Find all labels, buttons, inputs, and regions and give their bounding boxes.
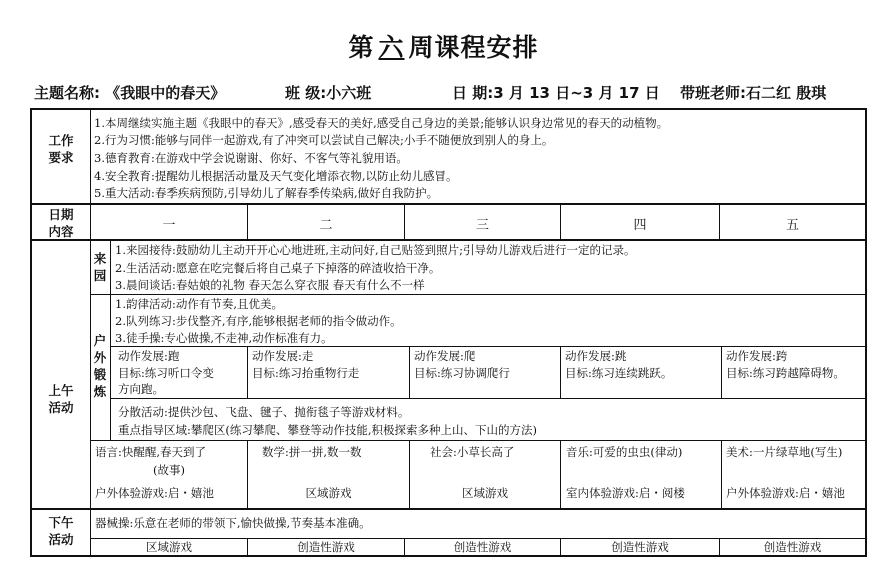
date-label: 日 期:: [452, 84, 494, 102]
arrival-item: 1.来园接待:鼓励幼儿主动开开心心地进班,主动问好,自己贴签到照片;引导幼儿游戏后进行一定的记录。: [115, 243, 636, 257]
afternoon-label: 下午 活动: [48, 515, 74, 547]
date-value: 3 月 13 日~3 月 17 日: [493, 84, 660, 102]
motor-goal-wed: 目标:练习协调爬行: [414, 366, 510, 380]
key-guidance-zone: 重点指导区域:攀爬区(练习攀爬、攀登等动作技能,积极探索多种上山、下山的方法): [118, 423, 537, 437]
day-header-thu: 四: [633, 218, 647, 233]
work-item: 4.安全教育:提醒幼儿根据活动量及天气变化增添衣物,以防止幼儿感冒。: [94, 169, 458, 183]
arrival-label: 来 园: [93, 251, 107, 283]
work-item: 2.行为习惯:能够与同伴一起游戏,有了冲突可以尝试自己解决;小手不随便放到别人的身上。: [94, 133, 554, 147]
day-header-fri: 五: [785, 218, 799, 233]
motor-goal-fri: 目标:练习跨越障碍物。: [726, 366, 845, 380]
lesson-thu: 音乐:可爱的虫虫(律动): [566, 445, 683, 459]
motor-dev-thu: 动作发展:跳: [565, 349, 627, 363]
afternoon-game-tue: 创造性游戏: [297, 540, 355, 554]
outdoor-item: 3.徒手操:专心做操,不走神,动作标准有力。: [115, 331, 333, 345]
motor-dev-mon: 动作发展:跑: [118, 349, 180, 363]
title-prefix: 第: [348, 33, 375, 62]
work-item: 5.重大活动:春季疾病预防,引导幼儿了解春季传染病,做好自我防护。: [94, 186, 439, 200]
class-info: [285, 82, 371, 103]
page-title: [0, 28, 887, 64]
day-header-mon: 一: [162, 218, 176, 233]
schedule-table: [30, 108, 867, 557]
day-header-tue: 二: [319, 218, 333, 233]
week-number: 六: [378, 33, 405, 62]
date-info: [452, 82, 660, 103]
theme-info: [34, 82, 225, 103]
outdoor-item: 1.韵律活动:动作有节奏,且优美。: [115, 297, 284, 311]
date-content-label: 日期 内容: [48, 207, 74, 239]
theme-label: 主题名称:: [34, 84, 100, 102]
teacher-value: 石二红 殷琪: [746, 84, 827, 102]
lesson-wed: 社会:小草长高了: [430, 445, 515, 459]
scattered-activity: 分散活动:提供沙包、飞盘、毽子、抛衔毯子等游戏材料。: [118, 405, 410, 419]
work-requirements-label: 工作 要求: [48, 133, 74, 165]
equipment-exercise: 器械操:乐意在老师的带领下,愉快做操,节奏基本准确。: [95, 516, 371, 530]
motor-dev-wed: 动作发展:爬: [414, 349, 476, 363]
teacher-info: [680, 82, 826, 103]
lesson-tue: 数学:拼一拼,数一数: [262, 445, 362, 459]
arrival-item: 3.晨间谈话:春姑娘的礼物 春天怎么穿衣服 春天有什么不一样: [115, 278, 425, 292]
teacher-label: 带班老师:: [680, 84, 746, 102]
class-value: 小六班: [326, 84, 372, 102]
class-label: 班 级:: [285, 84, 327, 102]
activity-thu: 室内体验游戏:启・阅楼: [566, 486, 685, 500]
motor-goal-mon: 目标:练习听口令变: [118, 366, 214, 380]
lesson-fri: 美术:一片绿草地(写生): [726, 445, 843, 459]
motor-goal-thu: 目标:练习连续跳跃。: [565, 366, 673, 380]
motor-goal-mon-cont: 方向跑。: [118, 382, 164, 396]
activity-fri: 户外体验游戏:启・嬉池: [726, 486, 845, 500]
theme-value: 《我眼中的春天》: [105, 84, 226, 102]
motor-goal-tue: 目标:练习抬重物行走: [252, 366, 360, 380]
activity-tue: 区域游戏: [305, 486, 352, 500]
activity-wed: 区域游戏: [462, 486, 508, 500]
afternoon-game-thu: 创造性游戏: [611, 540, 669, 554]
day-header-wed: 三: [475, 218, 489, 233]
morning-label: 上午 活动: [48, 383, 74, 415]
lesson-mon-type: (故事): [153, 463, 185, 477]
motor-dev-tue: 动作发展:走: [252, 349, 314, 363]
afternoon-game-fri: 创造性游戏: [763, 540, 822, 554]
outdoor-item: 2.队列练习:步伐整齐,有序,能够根据老师的指令做动作。: [115, 314, 402, 328]
work-item: 1.本周继续实施主题《我眼中的春天》,感受春天的美好,感受自己身边的美景;能够认识身边常见的春天的动植物。: [94, 116, 669, 130]
title-suffix: 周课程安排: [408, 33, 539, 62]
motor-dev-fri: 动作发展:跨: [726, 349, 788, 363]
lesson-mon: 语言:快醒醒,春天到了: [95, 445, 207, 459]
activity-mon: 户外体验游戏:启・嬉池: [95, 486, 214, 500]
afternoon-game-mon: 区域游戏: [146, 540, 192, 554]
afternoon-game-wed: 创造性游戏: [453, 540, 512, 554]
work-item: 3.德育教育:在游戏中学会说谢谢、你好、不客气等礼貌用语。: [94, 151, 408, 165]
arrival-item: 2.生活活动:愿意在吃完餐后将自己桌子下掉落的碎渣收拾干净。: [115, 261, 441, 275]
outdoor-exercise-label: 户 外 锻 炼: [93, 333, 107, 399]
